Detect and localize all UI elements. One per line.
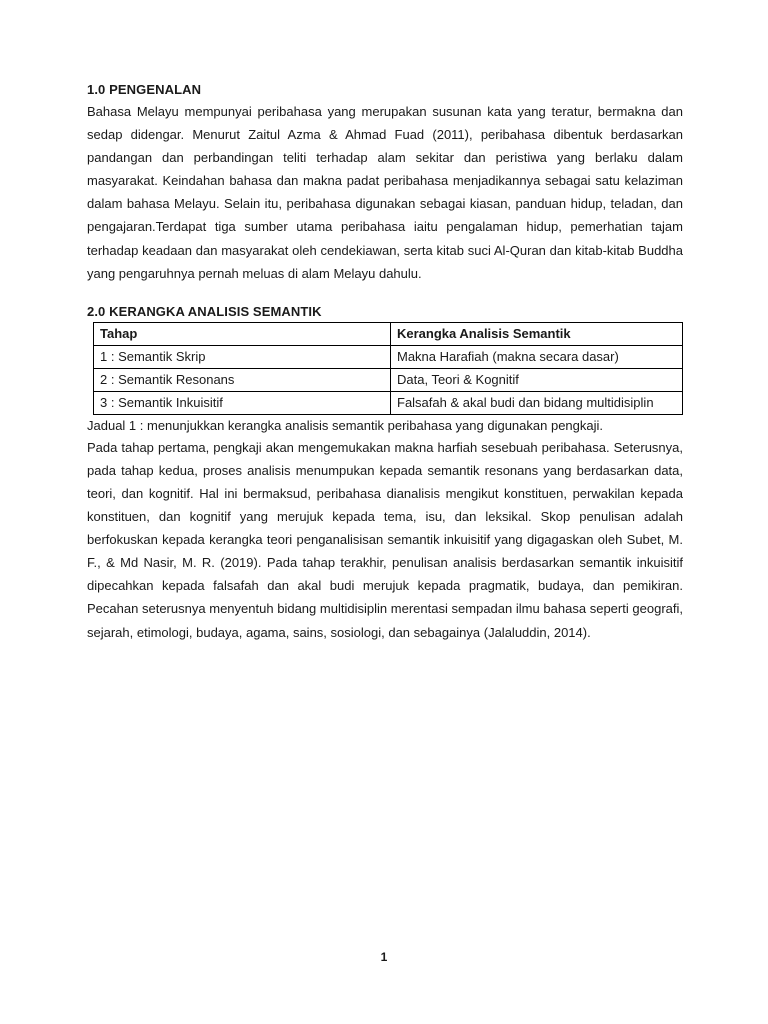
table-caption: Jadual 1 : menunjukkan kerangka analisis semantik peribahasa yang digunakan pengkaji. [87, 417, 604, 433]
table-header-row [94, 322, 683, 345]
table-header-cell: Tahap [94, 322, 391, 345]
table-cell: Falsafah & akal budi dan bidang multidisiplin [391, 391, 683, 414]
table-row [94, 368, 683, 391]
table-header-cell: Kerangka Analisis Semantik [391, 322, 683, 345]
table-cell: 1 : Semantik Skrip [94, 345, 391, 368]
table-row [94, 391, 683, 414]
semantic-framework-table [93, 322, 683, 415]
section-1-paragraph: Bahasa Melayu mempunyai peribahasa yang merupakan susunan kata yang teratur, bermakna dan sedap didengar. Menurut Zaitul Azma & Ahmad Fuad (2011), peribahasa dibentuk berdasarkan pandangan dan perbandingan teliti terhadap alam sekitar dan peristiwa yang berlaku dalam masyarakat. Keindahan bahasa dan makna padat peribahasa menjadikannya sebagai satu kelaziman dalam bahasa Melayu. Selain itu, peribahasa digunakan sebagai kiasan, panduan hidup, teladan, dan pengajaran.Terdapat tiga sumber utama peribahasa iaitu pengalaman hidup, pemerhatian tajam terhadap keadaan dan masyarakat oleh cendekiawan, serta kitab suci Al-Quran dan kitab-kitab Buddha yang pengaruhnya pernah meluas di alam Melayu dahulu. [87, 104, 683, 281]
document-page [87, 80, 683, 644]
table-cell: 2 : Semantik Resonans [94, 368, 391, 391]
table-cell: 3 : Semantik Inkuisitif [94, 391, 391, 414]
table-cell: Data, Teori & Kognitif [391, 368, 683, 391]
page-number: 1 [380, 950, 388, 964]
table-row [94, 345, 683, 368]
section-2-heading: 2.0 KERANGKA ANALISIS SEMANTIK [87, 303, 322, 319]
table-cell: Makna Harafiah (makna secara dasar) [391, 345, 683, 368]
section-2-paragraph: Pada tahap pertama, pengkaji akan mengemukakan makna harfiah sesebuah peribahasa. Seterusnya, pada tahap kedua, proses analisis menumpukan kepada semantik resonans yang berdasarkan data, teori, dan kognitif. Hal ini bermaksud, peribahasa dianalisis mengikut konstituen, perwakilan kepada konstituen, dan kognitif yang merujuk kepada tema, isu, dan leksikal. Skop penulisan adalah berfokuskan kepada kerangka teori penganalisisan semantik inkuisitif yang digagaskan oleh Subet, M. F., & Md Nasir, M. R. (2019). Pada tahap terakhir, penulisan analisis berdasarkan semantik inkuisitif dipecahkan kepada falsafah dan akal budi merujuk kepada pragmatik, budaya, dan pemikiran. Pecahan seterusnya menyentuh bidang multidisiplin merentasi sempadan ilmu bahasa seperti geografi, sejarah, etimologi, budaya, agama, sains, sosiologi, dan sebagainya (Jalaluddin, 2014). [87, 439, 683, 640]
section-1-heading: 1.0 PENGENALAN [87, 82, 202, 97]
